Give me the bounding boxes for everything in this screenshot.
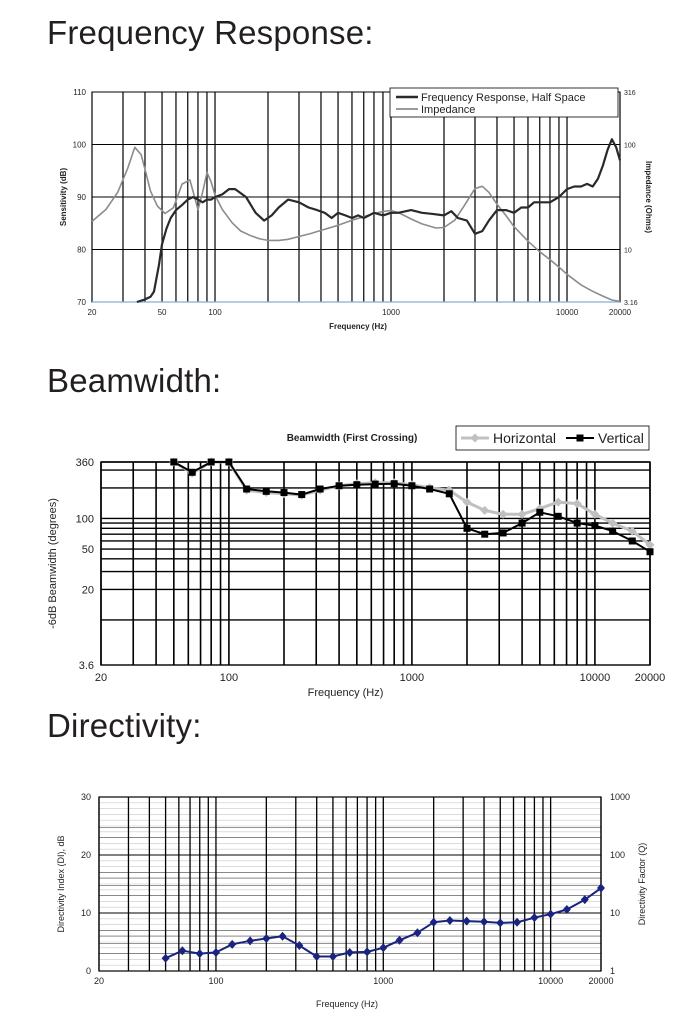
y2-axis-title: Impedance (Ohms) [644,160,653,234]
y2-tick-label: 100 [610,850,626,860]
vertical-data-point [629,537,636,544]
y-axis-title: -6dB Beamwidth (degrees) [47,498,59,629]
vertical-data-point [591,522,598,529]
vertical-data-point [353,481,360,488]
y-axis-title: Sensitivity (dB) [59,167,68,227]
y-tick-label: 80 [77,245,86,255]
directivity-data-point [246,936,254,945]
plot-frame [101,462,650,665]
vertical-data-point [464,525,471,532]
directivity-data-point [212,948,220,957]
vertical-data-point [225,459,232,466]
vertical-data-point [408,482,415,489]
y-tick-label: 20 [81,584,94,597]
x-tick-label: 10000 [579,672,611,684]
x-tick-label: 1000 [373,976,394,986]
y-tick-label: 100 [75,513,94,526]
vertical-data-point [208,459,215,466]
vertical-data-point [536,509,543,516]
x-tick-label: 100 [208,308,222,317]
y-tick-label: 70 [77,298,86,307]
x-tick-label: 1000 [382,308,400,317]
y-tick-label: 110 [73,88,86,97]
vertical-data-point [519,520,526,527]
y2-tick-label: 100 [624,142,636,150]
vertical-data-point [609,528,616,535]
vertical-data-point [298,491,305,498]
x-tick-label: 20000 [634,672,666,684]
y-tick-label: 20 [80,850,91,860]
x-axis-title: Frequency (Hz) [307,687,384,699]
frequency-response-chart [0,80,692,340]
vertical-data-point [372,481,379,488]
x-tick-label: 10000 [538,976,564,986]
x-axis-title: Frequency (Hz) [315,999,379,1009]
x-tick-label: 20000 [608,308,632,317]
vertical-data-point [170,459,177,466]
vertical-data-point [446,490,453,497]
y-axis-title: Directivity Index (DI), dB [56,835,66,933]
y-tick-label: 10 [80,908,91,918]
vertical-data-point [391,480,398,487]
directivity-chart [0,785,692,1020]
x-tick-label: 20 [93,976,105,986]
vertical-data-point [281,489,288,496]
y-tick-label: 360 [75,457,94,469]
directivity-data-point [446,916,454,925]
x-tick-label: 100 [208,976,224,986]
vertical-data-point [426,486,433,493]
directivity-data-point [547,910,555,919]
directivity-data-point [530,913,538,922]
directivity-data-point [513,918,521,927]
legend-swatch-vertical-marker [577,435,584,442]
horizontal-data-point [480,506,489,515]
beamwidth-chart [0,420,692,705]
directivity-data-point [430,918,438,927]
directivity-data-point [228,940,236,949]
vertical-data-point [317,486,324,493]
vertical-data-point [647,548,654,555]
y2-axis-title: Directivity Factor (Q) [637,842,647,926]
y2-tick-label: 10 [610,908,621,918]
vertical-data-point [555,513,562,520]
x-tick-label: 10000 [555,308,579,317]
x-tick-label: 50 [157,308,167,317]
frequency-response-line [137,139,620,302]
y-tick-label: 90 [77,193,86,202]
vertical-data-point [336,482,343,489]
vertical-data-point [189,469,196,476]
legend-label-horizontal: Horizontal [493,430,557,446]
directivity-heading: Directivity: [47,707,202,744]
vertical-data-point [263,488,270,495]
y-tick-label: 0 [85,966,91,976]
y2-tick-label: 1 [610,966,616,976]
y-tick-label: 3.6 [78,660,94,672]
legend-label-impedance: Impedance [421,104,476,116]
y2-tick-label: 10 [624,247,632,255]
vertical-data-point [574,520,581,527]
directivity-data-point [363,947,371,956]
directivity-data-point [496,918,504,927]
directivity-data-point [279,932,287,941]
legend-label-frequency-response: Frequency Response, Half Space [421,92,586,104]
beamwidth-heading: Beamwidth: [47,362,222,399]
y2-tick-label: 316 [624,90,636,97]
x-tick-label: 20 [87,308,97,317]
directivity-data-point [346,948,354,957]
x-axis-title: Frequency (Hz) [329,322,387,331]
y-tick-label: 100 [72,140,86,150]
chart-title: Beamwidth (First Crossing) [286,433,418,444]
vertical-data-point [500,529,507,536]
impedance-line [92,147,620,301]
directivity-data-point [262,934,270,943]
y2-tick-label: 1000 [610,792,631,802]
directivity-data-point [379,943,387,952]
horizontal-data-point [518,510,527,519]
x-tick-label: 20000 [588,976,614,986]
y2-tick-label: 3.16 [624,300,638,307]
directivity-data-point [295,941,303,950]
x-tick-label: 100 [219,672,239,684]
x-tick-label: 20 [94,672,108,684]
frequency-response-heading: Frequency Response: [47,14,374,51]
directivity-data-point [162,954,170,963]
vertical-data-point [243,486,250,493]
legend-label-vertical: Vertical [598,430,644,446]
directivity-data-point [196,949,204,958]
directivity-data-point [463,917,471,926]
y-tick-label: 30 [80,792,91,802]
x-tick-label: 1000 [399,672,425,684]
y-tick-label: 50 [81,544,94,557]
vertical-data-point [481,531,488,538]
